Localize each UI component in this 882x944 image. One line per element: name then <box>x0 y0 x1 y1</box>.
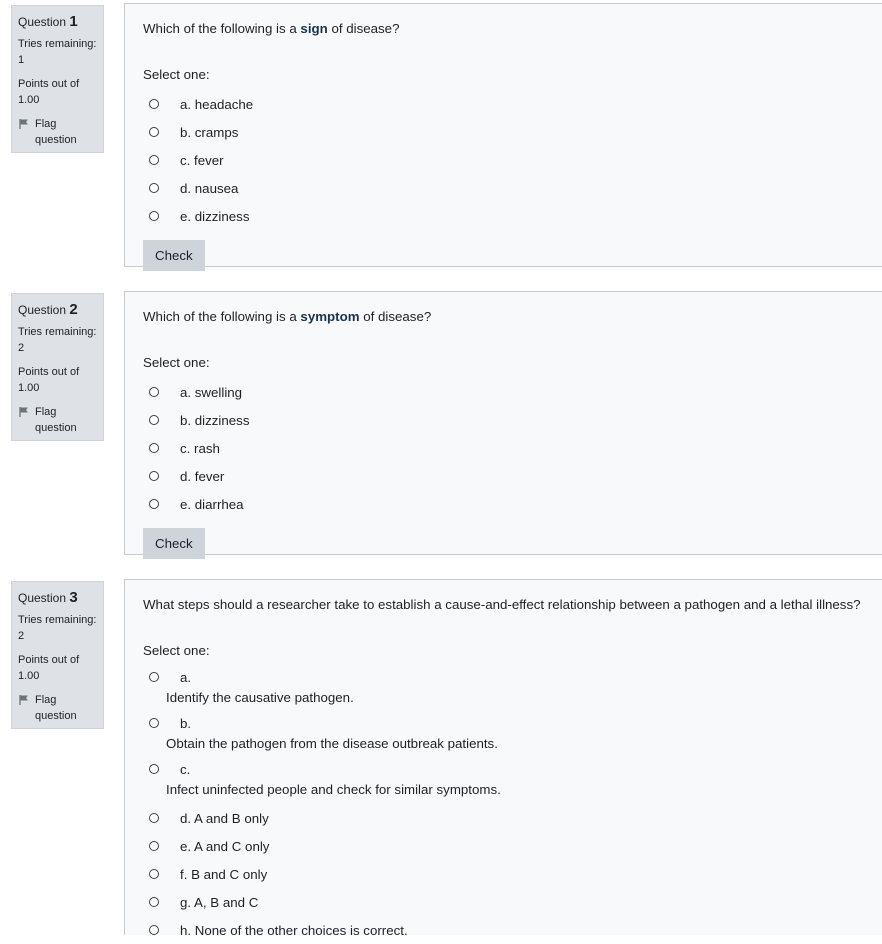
question-content <box>124 3 882 267</box>
flag-question-link[interactable]: Flag question <box>18 116 97 148</box>
answer-option[interactable]: c. rash <box>143 434 864 462</box>
check-button[interactable]: Check <box>143 528 205 559</box>
question-info <box>11 293 104 441</box>
question-text: Which of the following is a symptom of disease? <box>143 309 432 324</box>
points-out-of: Points out of 1.00 <box>18 654 80 682</box>
answer-option[interactable]: f. B and C only <box>143 860 864 888</box>
radio-button[interactable] <box>149 155 159 165</box>
points-out-of: Points out of 1.00 <box>18 366 80 394</box>
radio-button[interactable] <box>149 672 159 682</box>
question-text: Which of the following is a sign of disease? <box>143 21 400 36</box>
answer-option[interactable]: d. A and B only <box>143 804 864 832</box>
radio-button[interactable] <box>149 925 159 935</box>
question-text: What steps should a researcher take to establish a cause-and-effect relationship between a pathogen and a lethal illness? <box>143 597 861 612</box>
radio-button[interactable] <box>149 869 159 879</box>
radio-button[interactable] <box>149 183 159 193</box>
answer-option[interactable]: a. headache <box>143 90 864 118</box>
flag-icon <box>18 118 30 130</box>
flag-icon <box>18 406 30 418</box>
radio-button[interactable] <box>149 813 159 823</box>
question-number: Question 1 <box>18 13 78 30</box>
question-content <box>124 579 882 938</box>
answer-option[interactable]: g. A, B and C <box>143 888 864 916</box>
radio-button[interactable] <box>149 471 159 481</box>
answer-text: Obtain the pathogen from the disease outbreak patients. <box>166 736 498 751</box>
select-one-prompt: Select one: <box>143 643 210 658</box>
radio-button[interactable] <box>149 718 159 728</box>
answer-option[interactable]: e. A and C only <box>143 832 864 860</box>
question-number: Question 2 <box>18 301 78 318</box>
answer-option[interactable]: h. None of the other choices is correct. <box>143 916 864 944</box>
radio-button[interactable] <box>149 211 159 221</box>
tries-remaining: Tries remaining: 2 <box>18 326 97 354</box>
radio-button[interactable] <box>149 764 159 774</box>
answer-text: Identify the causative pathogen. <box>166 690 354 705</box>
radio-button[interactable] <box>149 897 159 907</box>
question-info <box>11 581 104 729</box>
flag-icon <box>18 694 30 706</box>
radio-button[interactable] <box>149 99 159 109</box>
radio-button[interactable] <box>149 841 159 851</box>
select-one-prompt: Select one: <box>143 355 210 370</box>
answer-option[interactable]: b. Obtain the pathogen from the disease outbreak patients. <box>143 712 864 758</box>
answer-option[interactable]: b. dizziness <box>143 406 864 434</box>
answer-option[interactable]: d. nausea <box>143 174 864 202</box>
question-info <box>11 5 104 153</box>
tries-remaining: Tries remaining: 2 <box>18 614 97 642</box>
radio-button[interactable] <box>149 127 159 137</box>
check-button[interactable]: Check <box>143 240 205 271</box>
radio-button[interactable] <box>149 499 159 509</box>
radio-button[interactable] <box>149 387 159 397</box>
flag-question-link[interactable]: Flag question <box>18 692 97 724</box>
flag-question-link[interactable]: Flag question <box>18 404 97 436</box>
answer-text: Infect uninfected people and check for similar symptoms. <box>166 782 501 797</box>
select-one-prompt: Select one: <box>143 67 210 82</box>
radio-button[interactable] <box>149 443 159 453</box>
answer-option[interactable]: c. fever <box>143 146 864 174</box>
question-number: Question 3 <box>18 589 78 606</box>
answer-option[interactable]: a. Identify the causative pathogen. <box>143 666 864 712</box>
answer-list <box>143 378 864 518</box>
answer-list <box>143 666 864 944</box>
question-content <box>124 291 882 555</box>
tries-remaining: Tries remaining: 1 <box>18 38 97 66</box>
points-out-of: Points out of 1.00 <box>18 78 80 106</box>
answer-option[interactable]: c. Infect uninfected people and check for similar symptoms. <box>143 758 864 804</box>
answer-list <box>143 90 864 230</box>
answer-option[interactable]: d. fever <box>143 462 864 490</box>
answer-option[interactable]: a. swelling <box>143 378 864 406</box>
answer-option[interactable]: e. dizziness <box>143 202 864 230</box>
answer-option[interactable]: b. cramps <box>143 118 864 146</box>
answer-option[interactable]: e. diarrhea <box>143 490 864 518</box>
radio-button[interactable] <box>149 415 159 425</box>
